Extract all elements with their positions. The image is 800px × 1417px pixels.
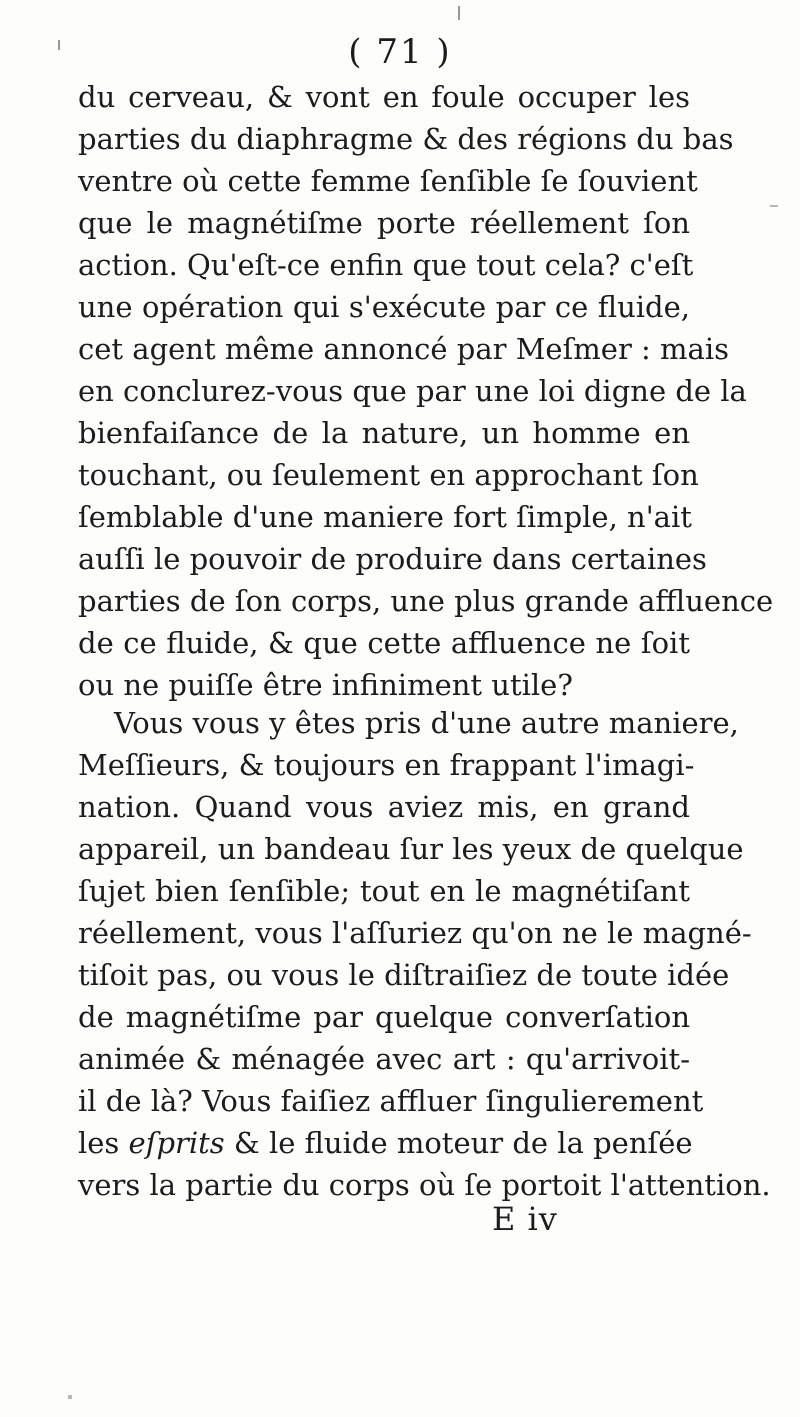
text-line-14: de ce fluide, & que cette affluence ne ſoit (78, 626, 690, 660)
text-line-7: cet agent même annoncé par Meſmer : mais (78, 332, 729, 366)
scan-speck (458, 6, 460, 20)
text-line-19: appareil, un bandeau ſur les yeux de quelque (78, 832, 744, 866)
signature-mark: E iv (492, 1200, 558, 1238)
text-line-10: touchant, ou ſeulement en approchant ſon (78, 458, 699, 492)
page-number: ( 71 ) (348, 32, 452, 72)
text-line-4: que le magnétiſme porte réellement ſon (78, 206, 690, 240)
text-line-27: vers la partie du corps où ſe portoit l'attention. (78, 1168, 771, 1202)
text-line-20: ſujet bien ſenſible; tout en le magnétiſant (78, 874, 690, 908)
text-line-16: Vous vous y êtes pris d'une autre maniere, (114, 706, 739, 740)
text-line-2: parties du diaphragme & des régions du bas (78, 122, 734, 156)
text-line-11: ſemblable d'une maniere fort ſimple, n'ait (78, 500, 692, 534)
text-line-21: réellement, vous l'aſſuriez qu'on ne le magné- (78, 916, 752, 950)
scan-speck (68, 1395, 72, 1399)
scan-speck (770, 205, 778, 207)
text-line-12: auſſi le pouvoir de produire dans certaines (78, 542, 707, 576)
text-line-22: tiſoit pas, ou vous le diſtraiſiez de toute idée (78, 958, 730, 992)
text-line-15: ou ne puiſſe être infiniment utile? (78, 668, 573, 702)
text-line-18: nation. Quand vous aviez mis, en grand (78, 790, 690, 824)
scan-speck (58, 40, 60, 50)
italic-word-esprits: eſprits (128, 1126, 225, 1160)
text-line-8: en conclurez-vous que par une loi digne de la (78, 374, 747, 408)
text-line-17: Meſſieurs, & toujours en frappant l'imagi- (78, 748, 695, 782)
text-line-23: de magnétiſme par quelque converſation (78, 1000, 690, 1034)
text-line-26-end: & le fluide moteur de la penſée (233, 1126, 693, 1160)
text-line-24: animée & ménagée avec art : qu'arrivoit- (78, 1042, 690, 1076)
text-line-9: bienfaiſance de la nature, un homme en (78, 416, 690, 450)
text-line-25: il de là? Vous faiſiez affluer ſingulierement (78, 1084, 704, 1118)
text-line-5: action. Qu'eſt-ce enfin que tout cela? c'eſt (78, 248, 694, 282)
text-line-3: ventre où cette femme ſenſible ſe ſouvient (78, 164, 698, 198)
text-line-26 (78, 1122, 693, 1164)
text-line-26-start: les (78, 1126, 120, 1160)
text-line-1: du cerveau, & vont en foule occuper les (78, 80, 690, 114)
text-line-6: une opération qui s'exécute par ce fluide, (78, 290, 690, 324)
text-line-13: parties de ſon corps, une plus grande affluence (78, 584, 774, 618)
